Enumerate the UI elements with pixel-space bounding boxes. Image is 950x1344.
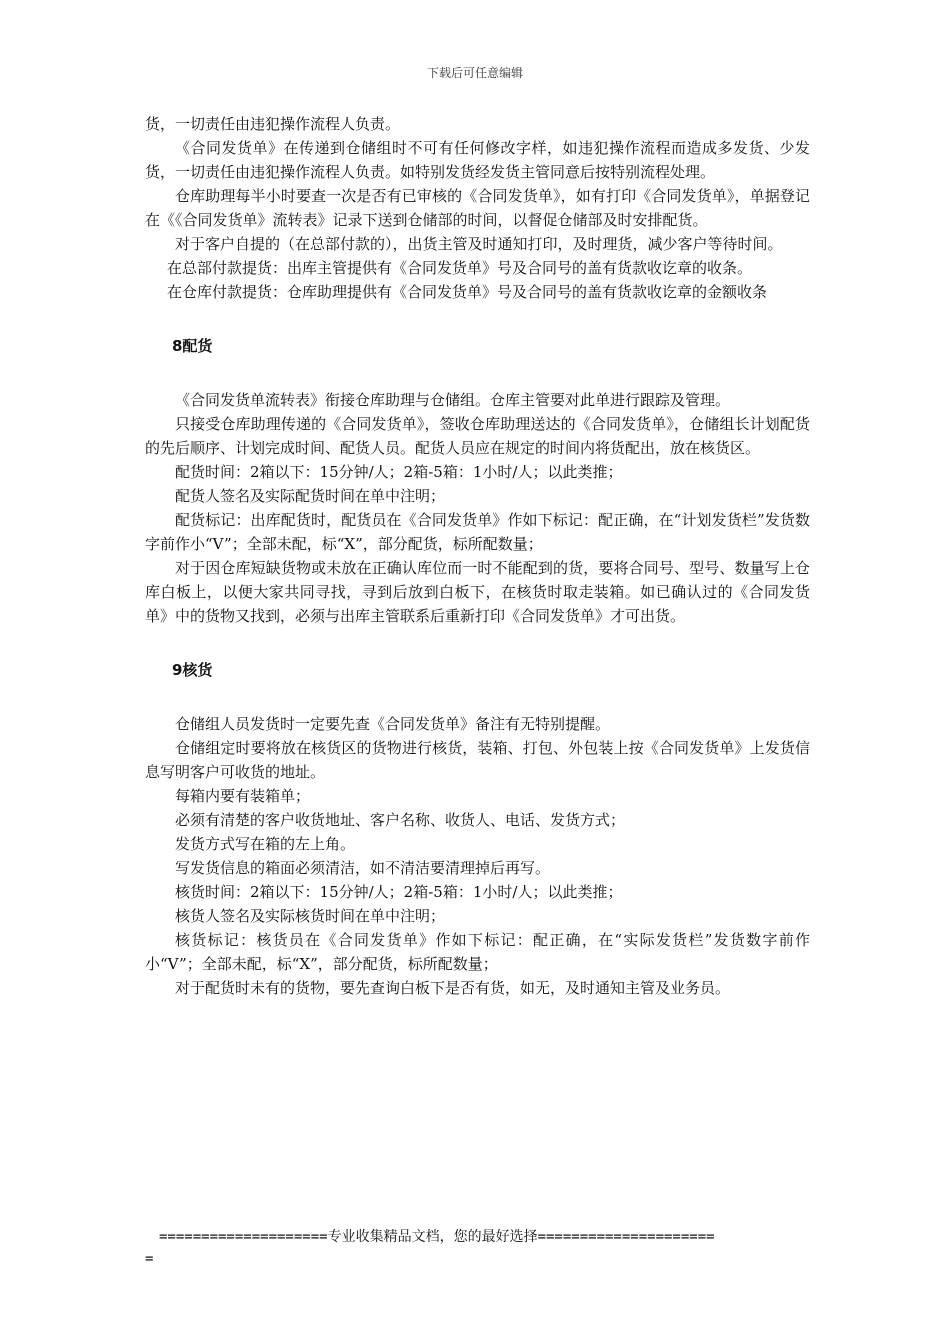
paragraph: 对于客户自提的（在总部付款的），出货主管及时通知打印，及时理货，减少客户等待时间。	[175, 235, 783, 253]
page-header: 下载后可任意编辑	[426, 66, 523, 80]
page-footer	[145, 1226, 810, 1270]
paragraph: 在仓库付款提货：仓库助理提供有《合同发货单》号及合同号的盖有货款收讫章的金额收条	[167, 283, 768, 301]
paragraph: 配货人签名及实际配货时间在单中注明；	[175, 487, 446, 505]
footer-banner: ====================专业收集精品文档，您的最好选择=====================	[159, 1229, 715, 1245]
paragraph: 发货方式写在箱的左上角。	[175, 835, 356, 853]
section-heading-9: 9核货	[172, 661, 213, 679]
paragraph: 货，一切责任由违犯操作流程人负责。	[145, 115, 401, 133]
paragraph: 配货标记：出库配货时，配货员在《合同发货单》作如下标记：配正确，在“计划发货栏”发货数字前作小“V”；全部未配，标“X”，部分配货，标所配数量；	[145, 511, 810, 553]
paragraph: 仓储组人员发货时一定要先查《合同发货单》备注有无特别提醒。	[175, 715, 611, 733]
section-heading-8: 8配货	[172, 337, 213, 355]
paragraph: 只接受仓库助理传递的《合同发货单》，签收仓库助理送达的《合同发货单》，仓储组长计划配货的先后顺序、计划完成时间、配货人员。配货人员应在规定的时间内将货配出，放在核货区。	[145, 415, 810, 457]
paragraph: 对于因仓库短缺货物或未放在正确认库位而一时不能配到的货，要将合同号、型号、数量写上仓库白板上，以便大家共同寻找，寻到后放到白板下，在核货时取走装箱。如已确认过的《合同发货单》中的货物又找到，必须与出库主管联系后重新打印《合同发货单》才可出货。	[145, 559, 810, 625]
paragraph: 仓库助理每半小时要查一次是否有已审核的《合同发货单》，如有打印《合同发货单》，单据登记在《《合同发货单》流转表》记录下送到仓储部的时间，以督促仓储部及时安排配货。	[145, 187, 810, 229]
document-body	[145, 112, 810, 1000]
paragraph: 配货时间：2箱以下：15分钟/人；2箱-5箱：1小时/人；以此类推；	[175, 463, 623, 481]
paragraph: 对于配货时未有的货物，要先查询白板下是否有货，如无，及时通知主管及业务员。	[175, 979, 731, 997]
paragraph: 核货标记：核货员在《合同发货单》作如下标记：配正确，在“实际发货栏”发货数字前作小“V”；全部未配，标“X”，部分配货，标所配数量；	[145, 931, 810, 973]
paragraph: 在总部付款提货：出库主管提供有《合同发货单》号及合同号的盖有货款收讫章的收条。	[167, 259, 753, 277]
paragraph: 仓储组定时要将放在核货区的货物进行核货，装箱、打包、外包装上按《合同发货单》上发货信息写明客户可收货的地址。	[145, 739, 810, 781]
paragraph: 写发货信息的箱面必须清洁，如不清洁要清理掉后再写。	[175, 859, 551, 877]
paragraph: 《合同发货单》在传递到仓储组时不可有任何修改字样，如违犯操作流程而造成多发货、少发货，一切责任由违犯操作流程人负责。如特别发货经发货主管同意后按特别流程处理。	[145, 139, 810, 181]
paragraph: 每箱内要有装箱单；	[175, 787, 311, 805]
paragraph: 核货人签名及实际核货时间在单中注明；	[175, 907, 446, 925]
footer-banner-tail: =	[145, 1251, 154, 1267]
paragraph: 必须有清楚的客户收货地址、客户名称、收货人、电话、发货方式；	[175, 811, 626, 829]
paragraph: 核货时间：2箱以下：15分钟/人；2箱-5箱：1小时/人；以此类推；	[175, 883, 623, 901]
paragraph: 《合同发货单流转表》衔接仓库助理与仓储组。仓库主管要对此单进行跟踪及管理。	[175, 391, 731, 409]
